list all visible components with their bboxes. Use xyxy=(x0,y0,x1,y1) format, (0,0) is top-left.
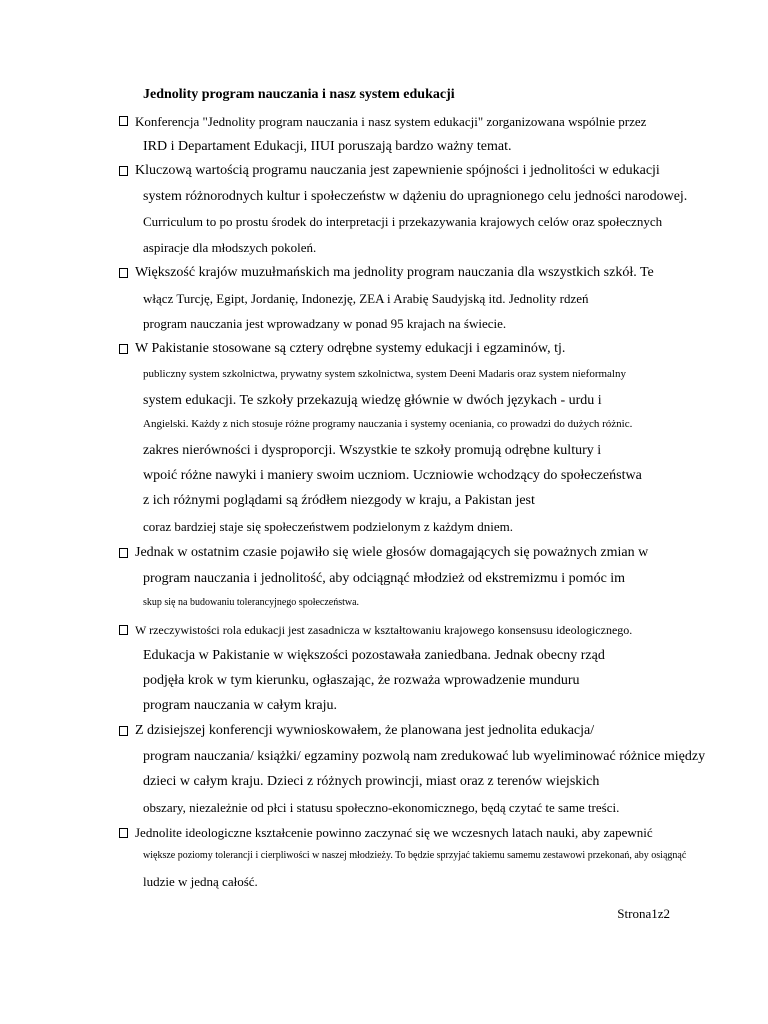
paragraph-4-line-2: publiczny system szkolnictwa, prywatny system szkolnictwa, system Deeni Madaris oraz system nieformalny xyxy=(143,368,626,380)
bullet-box-icon xyxy=(119,828,128,838)
paragraph-7-line-4: obszary, niezależnie od płci i statusu społeczno-ekonomicznego, będą czytać te same treści. xyxy=(143,800,620,815)
paragraph-8-line-2: większe poziomy tolerancji i cierpliwości w naszej młodzieży. To będzie sprzyjać takiemu samemu zestawowi przekonań, aby osiągnąć xyxy=(143,850,687,861)
bullet-box-icon xyxy=(119,726,128,736)
bullet-box-icon xyxy=(119,166,128,176)
paragraph-4-line-5: zakres nierówności i dysproporcji. Wszystkie te szkoły promują odrębne kultury i xyxy=(143,443,602,458)
bullet-box-icon xyxy=(119,268,128,278)
paragraph-3-line-2: włącz Turcję, Egipt, Jordanię, Indonezję, ZEA i Arabię Saudyjską itd. Jednolity rdzeń xyxy=(143,291,589,306)
bullet-box-icon xyxy=(119,625,128,635)
paragraph-4-line-8: coraz bardziej staje się społeczeństwem podzielonym z każdym dniem. xyxy=(143,519,513,534)
paragraph-4-line-3: system edukacji. Te szkoły przekazują wiedzę głównie w dwóch językach - urdu i xyxy=(143,393,602,408)
paragraph-4-line-6: wpoić różne nawyki i maniery swoim uczniom. Uczniowie wchodzący do społeczeństwa xyxy=(143,468,642,483)
paragraph-6-line-4: program nauczania w całym kraju. xyxy=(143,698,337,713)
paragraph-8-line-3: ludzie w jedną całość. xyxy=(143,874,258,889)
page-number: Strona1z2 xyxy=(617,906,670,921)
paragraph-3-line-1: Większość krajów muzułmańskich ma jednolity program nauczania dla wszystkich szkół. Te xyxy=(135,265,654,280)
bullet-box-icon xyxy=(119,116,128,126)
paragraph-7-line-1: Z dzisiejszej konferencji wywnioskowałem, że planowana jest jednolita edukacja/ xyxy=(135,723,595,738)
paragraph-4-line-7: z ich różnymi poglądami są źródłem niezgody w kraju, a Pakistan jest xyxy=(143,493,535,508)
paragraph-6-line-1: W rzeczywistości rola edukacji jest zasadnicza w kształtowaniu krajowego konsensusu ideologicznego. xyxy=(135,623,633,637)
paragraph-2-line-3: Curriculum to po prostu środek do interpretacji i przekazywania krajowych celów oraz społecznych xyxy=(143,214,663,229)
paragraph-2-line-2: system różnorodnych kultur i społeczeństw w dążeniu do upragnionego celu jedności narodowej. xyxy=(143,189,688,204)
paragraph-4-line-1: W Pakistanie stosowane są cztery odrębne systemy edukacji i egzaminów, tj. xyxy=(135,341,566,356)
paragraph-7-line-3: dzieci w całym kraju. Dzieci z różnych prowincji, miast oraz z terenów wiejskich xyxy=(143,774,600,789)
paragraph-1-line-2: IRD i Departament Edukacji, IIUI poruszają bardzo ważny temat. xyxy=(143,139,512,154)
paragraph-3-line-3: program nauczania jest wprowadzany w ponad 95 krajach na świecie. xyxy=(143,316,507,331)
paragraph-8-line-1: Jednolite ideologiczne kształcenie powinno zaczynać się we wczesnych latach nauki, aby zapewnić xyxy=(135,825,653,840)
paragraph-5-line-2: program nauczania i jednolitość, aby odciągnąć młodzież od ekstremizmu i pomóc im xyxy=(143,571,626,586)
paragraph-7-line-2: program nauczania/ książki/ egzaminy pozwolą nam zredukować lub wyeliminować różnice między xyxy=(143,749,706,764)
paragraph-1-line-1: Konferencja "Jednolity program nauczania i nasz system edukacji" zorganizowana wspólnie przez xyxy=(135,114,647,129)
bullet-box-icon xyxy=(119,344,128,354)
paragraph-2-line-4: aspiracje dla młodszych pokoleń. xyxy=(143,240,317,255)
paragraph-6-line-3: podjęła krok w tym kierunku, ogłaszając, że rozważa wprowadzenie munduru xyxy=(143,673,580,688)
paragraph-4-line-4: Angielski. Każdy z nich stosuje różne programy nauczania i systemy oceniania, co prowadzi do dużych różnic. xyxy=(143,418,633,430)
bullet-box-icon xyxy=(119,548,128,558)
paragraph-2-line-1: Kluczową wartością programu nauczania jest zapewnienie spójności i jednolitości w edukacji xyxy=(135,163,660,178)
paragraph-5-line-3: skup się na budowaniu tolerancyjnego społeczeństwa. xyxy=(143,597,360,608)
document-title: Jednolity program nauczania i nasz system edukacji xyxy=(143,87,455,102)
paragraph-6-line-2: Edukacja w Pakistanie w większości pozostawała zaniedbana. Jednak obecny rząd xyxy=(143,648,605,663)
paragraph-5-line-1: Jednak w ostatnim czasie pojawiło się wiele głosów domagających się poważnych zmian w xyxy=(135,545,649,560)
